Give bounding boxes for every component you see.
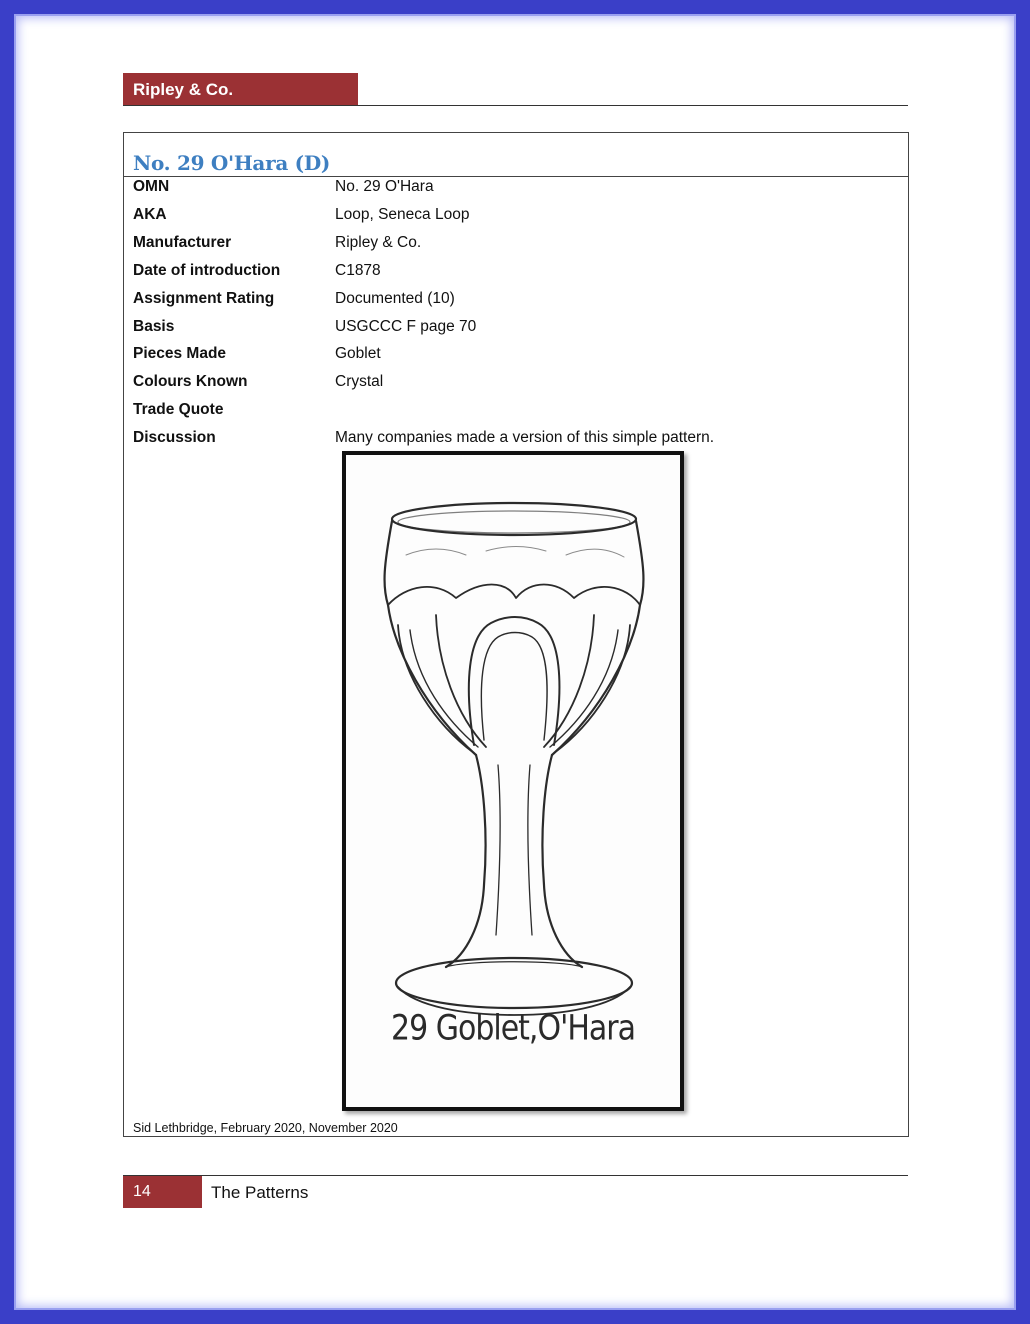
- field-row-manufacturer: [133, 234, 893, 256]
- header-title: Ripley & Co.: [123, 73, 358, 105]
- field-label: Basis: [133, 318, 175, 335]
- field-row-trade-quote: [133, 401, 893, 423]
- title-divider: [124, 176, 908, 177]
- pattern-title: No. 29 O'Hara (D): [133, 151, 331, 175]
- field-value: Many companies made a version of this simple pattern.: [335, 429, 715, 446]
- page-number: 14: [123, 1176, 202, 1208]
- field-row-discussion: [133, 429, 893, 451]
- field-row-basis: [133, 318, 893, 340]
- field-value: Goblet: [335, 345, 381, 362]
- field-row-date: [133, 262, 893, 284]
- field-value: USGCCC F page 70: [335, 318, 477, 335]
- header-divider: [123, 105, 908, 106]
- footer-divider: [123, 1175, 908, 1176]
- field-value: No. 29 O'Hara: [335, 178, 434, 195]
- field-label: AKA: [133, 206, 167, 223]
- field-value: C1878: [335, 262, 381, 279]
- field-label: Assignment Rating: [133, 290, 275, 307]
- field-label: Date of introduction: [133, 262, 281, 279]
- field-value: Ripley & Co.: [335, 234, 422, 251]
- field-value: Documented (10): [335, 290, 455, 307]
- section-name: The Patterns: [211, 1183, 309, 1202]
- author-credit: Sid Lethbridge, February 2020, November 2020: [133, 1121, 398, 1135]
- illustration-caption: 29 Goblet,O'Hara: [391, 1008, 635, 1049]
- field-label: Discussion: [133, 429, 216, 446]
- field-label: Pieces Made: [133, 345, 227, 362]
- field-row-colours: [133, 373, 893, 395]
- pattern-card: [123, 132, 909, 1137]
- field-label: OMN: [133, 178, 170, 195]
- field-label: Manufacturer: [133, 234, 232, 251]
- field-label: Colours Known: [133, 373, 248, 390]
- field-row-rating: [133, 290, 893, 312]
- field-row-pieces: [133, 345, 893, 367]
- goblet-illustration: [342, 451, 684, 1111]
- field-row-omn: [133, 178, 893, 200]
- field-label: Trade Quote: [133, 401, 224, 418]
- field-value: Loop, Seneca Loop: [335, 206, 470, 223]
- field-row-aka: [133, 206, 893, 228]
- field-value: Crystal: [335, 373, 384, 390]
